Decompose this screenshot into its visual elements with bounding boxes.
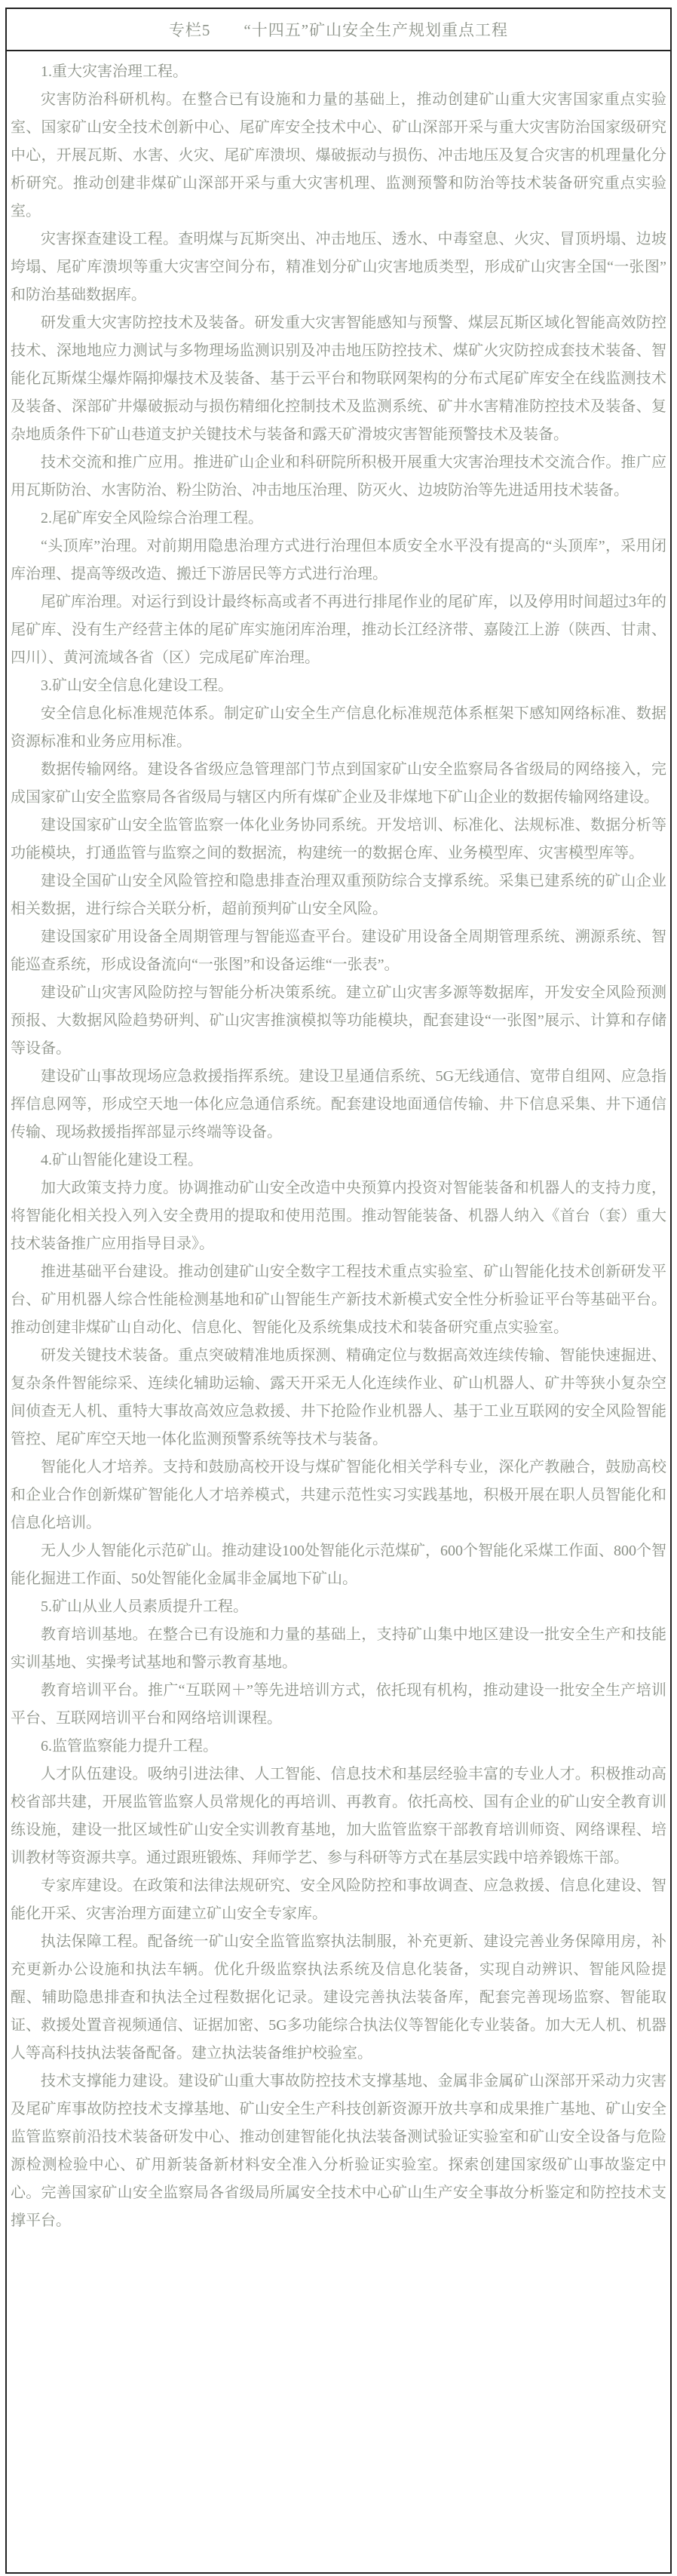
box-body xyxy=(7,51,670,2572)
paragraph: 专家库建设。在政策和法律法规研究、安全风险防控和事故调查、应急救援、信息化建设、智能化开采、灾害治理方面建立矿山安全专家库。 xyxy=(11,1878,666,1922)
paragraph: 建设国家矿用设备全周期管理与智能巡查平台。建设矿用设备全周期管理系统、溯源系统、智能巡查系统，形成设备流向“一张图”和设备运维“一张表”。 xyxy=(11,929,666,973)
section-heading: 6.监管监察能力提升工程。 xyxy=(41,1738,218,1755)
section-heading: 2.尾矿库安全风险综合治理工程。 xyxy=(41,510,263,527)
paragraph: 尾矿库治理。对运行到设计最终标高或者不再进行排尾作业的尾矿库，以及停用时间超过3年的尾矿库、没有生产经营主体的尾矿库实施闭库治理，推动长江经济带、嘉陵江上游（陕西、甘肃、四川）、黄河流域各省（区）完成尾矿库治理。 xyxy=(11,594,666,666)
paragraph: 教育培训基地。在整合已有设施和力量的基础上，支持矿山集中地区建设一批安全生产和技能实训基地、实操考试基地和警示教育基地。 xyxy=(11,1626,666,1671)
paragraph: 建设矿山灾害风险防控与智能分析决策系统。建立矿山灾害多源等数据库，开发安全风险预测预报、大数据风险趋势研判、矿山灾害推演模拟等功能模块，配套建设“一张图”展示、计算和存储等设备。 xyxy=(11,984,666,1057)
paragraph: 无人少人智能化示范矿山。推动建设100处智能化示范煤矿，600个智能化采煤工作面、800个智能化掘进工作面、50处智能化金属非金属地下矿山。 xyxy=(11,1543,666,1587)
paragraph: 研发重大灾害防控技术及装备。研发重大灾害智能感知与预警、煤层瓦斯区域化智能高效防控技术、深地地应力测试与多物理场监测识别及冲击地压防控技术、煤矿火灾防控成套技术装备、智能化瓦斯煤尘爆炸隔抑爆技术及装备、基于云平台和物联网架构的分布式尾矿库安全在线监测技术及装备、深部矿井爆破振动与损伤精细化控制技术及监测系统、矿井水害精准防控技术及装备、复杂地质条件下矿山巷道支护关键技术与装备和露天矿滑坡灾害智能预警技术及装备。 xyxy=(11,315,666,443)
section-heading: 3.矿山安全信息化建设工程。 xyxy=(41,677,233,694)
paragraph: 灾害探查建设工程。查明煤与瓦斯突出、冲击地压、透水、中毒窒息、火灾、冒顶坍塌、边坡垮塌、尾矿库溃坝等重大灾害空间分布，精准划分矿山灾害地质类型，形成矿山灾害全国“一张图”和防治基础数据库。 xyxy=(11,231,666,303)
paragraph: 安全信息化标准规范体系。制定矿山安全生产信息化标准规范体系框架下感知网络标准、数据资源标准和业务应用标准。 xyxy=(11,705,666,750)
section-heading: 1.重大灾害治理工程。 xyxy=(41,63,188,80)
section-heading: 5.矿山从业人员素质提升工程。 xyxy=(41,1598,248,1615)
paragraph: 加大政策支持力度。协调推动矿山安全改造中央预算内投资对智能装备和机器人的支持力度，将智能化相关投入列入安全费用的提取和使用范围。推动智能装备、机器人纳入《首台（套）重大技术装备推广应用指导目录》。 xyxy=(11,1180,666,1252)
paragraph: 灾害防治科研机构。在整合已有设施和力量的基础上，推动创建矿山重大灾害国家重点实验室、国家矿山安全技术创新中心、尾矿库安全技术中心、矿山深部开采与重大灾害防治国家级研究中心，开展瓦斯、水害、火灾、尾矿库溃坝、爆破振动与损伤、冲击地压及复合灾害的机理量化分析研究。推动创建非煤矿山深部开采与重大灾害机理、监测预警和防治等技术装备研究重点实验室。 xyxy=(11,91,666,220)
paragraph: 技术支撑能力建设。建设矿山重大事故防控技术支撑基地、金属非金属矿山深部开采动力灾害及尾矿库事故防控技术支撑基地、矿山安全生产科技创新资源开放共享和成果推广基地、矿山安全监管监察前沿技术装备研发中心、推动创建智能化执法装备测试验证实验室和矿山安全设备与危险源检测检验中心、矿用新装备新材料安全准入分析验证实验室。探索创建国家级矿山事故鉴定中心。完善国家矿山安全监察局各省级局所属安全技术中心矿山生产安全事故分析鉴定和防控技术支撑平台。 xyxy=(11,2073,666,2229)
paragraph: 推进基础平台建设。推动创建矿山安全数字工程技术重点实验室、矿山智能化技术创新研发平台、矿用机器人综合性能检测基地和矿山智能生产新技术新模式安全性分析验证平台等基础平台。推动创建非煤矿山自动化、信息化、智能化及系统集成技术和装备研究重点实验室。 xyxy=(11,1263,666,1336)
paragraph: 建设国家矿山安全监管监察一体化业务协同系统。开发培训、标准化、法规标准、数据分析等功能模块，打通监管与监察之间的数据流，构建统一的数据仓库、业务模型库、灾害模型库等。 xyxy=(11,817,666,861)
paragraph: 技术交流和推广应用。推进矿山企业和科研院所积极开展重大灾害治理技术交流合作。推广应用瓦斯防治、水害防治、粉尘防治、冲击地压治理、防灭火、边坡防治等先进适用技术装备。 xyxy=(11,454,666,499)
paragraph: 建设全国矿山安全风险管控和隐患排查治理双重预防综合支撑系统。采集已建系统的矿山企业相关数据，进行综合关联分析，超前预判矿山安全风险。 xyxy=(11,873,666,917)
paragraph: 执法保障工程。配备统一矿山安全监管监察执法制服，补充更新、建设完善业务保障用房，补充更新办公设施和执法车辆。优化升级监察执法系统及信息化装备，实现自动辨识、智能风险提醒、辅助隐患排查和执法全过程数据化记录。建设完善执法装备库，配套完善现场监察、智能取证、救援处置音视频通信、证据加密、5G多功能综合执法仪等智能化专业装备。加大无人机、机器人等高科技执法装备配备。建立执法装备维护校验室。 xyxy=(11,1933,666,2062)
paragraph: 建设矿山事故现场应急救援指挥系统。建设卫星通信系统、5G无线通信、宽带自组网、应急指挥信息网等，形成空天地一体化应急通信系统。配套建设地面通信传输、井下信息采集、井下通信传输、现场救援指挥部显示终端等设备。 xyxy=(11,1068,666,1141)
page-title: 专栏5 “十四五”矿山安全生产规划重点工程 xyxy=(168,21,509,39)
paragraph: 人才队伍建设。吸纳引进法律、人工智能、信息技术和基层经验丰富的专业人才。积极推动高校省部共建，开展监管监察人员常规化的再培训、再教育。依托高校、国有企业的矿山安全教育训练设施，建设一批区域性矿山安全实训教育基地，加大监管监察干部教育培训师资、网络课程、培训教材等资源共享。通过跟班锻炼、拜师学艺、参与科研等方式在基层实践中培养锻炼干部。 xyxy=(11,1766,666,1866)
paragraph: 研发关键技术装备。重点突破精准地质探测、精确定位与数据高效连续传输、智能快速掘进、复杂条件智能综采、连续化辅助运输、露天开采无人化连续作业、矿山机器人、矿井等狭小复杂空间侦查无人机、重特大事故高效应急救援、井下抢险作业机器人、基于工业互联网的安全风险智能管控、尾矿库空天地一体化监测预警系统等技术与装备。 xyxy=(11,1347,666,1448)
key-projects-box xyxy=(5,8,672,2574)
paragraph: 教育培训平台。推广“互联网＋”等先进培训方式，依托现有机构，推动建设一批安全生产培训平台、互联网培训平台和网络培训课程。 xyxy=(11,1682,666,1727)
paragraph: 智能化人才培养。支持和鼓励高校开设与煤矿智能化相关学科专业，深化产教融合，鼓励高校和企业合作创新煤矿智能化人才培养模式，共建示范性实习实践基地，积极开展在职人员智能化和信息化培训。 xyxy=(11,1459,666,1531)
section-heading: 4.矿山智能化建设工程。 xyxy=(41,1152,203,1168)
box-title-row xyxy=(7,9,670,51)
paragraph: 数据传输网络。建设各省级应急管理部门节点到国家矿山安全监察局各省级局的网络接入，完成国家矿山安全监察局各省级局与辖区内所有煤矿企业及非煤地下矿山企业的数据传输网络建设。 xyxy=(11,761,666,806)
paragraph: “头顶库”治理。对前期用隐患治理方式进行治理但本质安全水平没有提高的“头顶库”，采用闭库治理、提高等级改造、搬迁下游居民等方式进行治理。 xyxy=(11,538,666,582)
